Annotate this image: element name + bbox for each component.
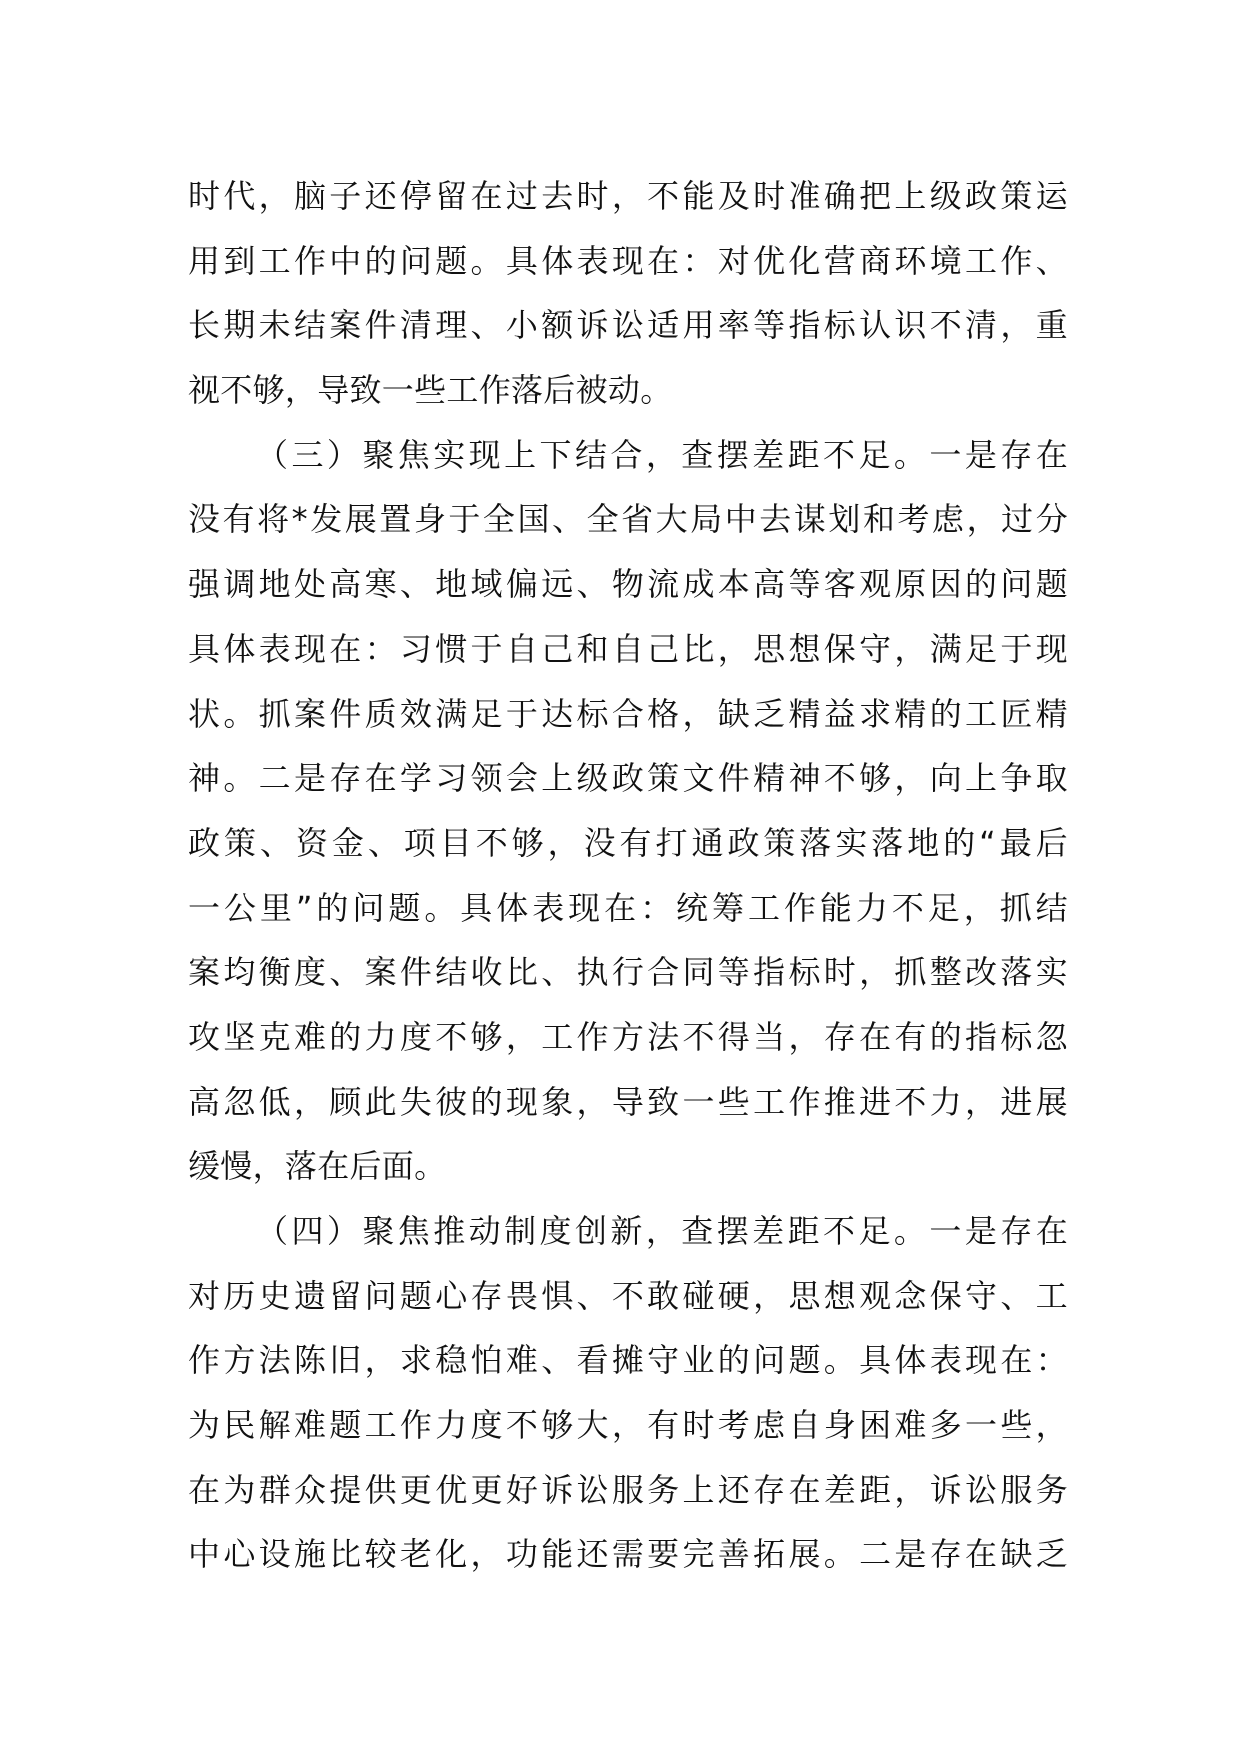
text-line: 强调地处高寒、地域偏远、物流成本高等客观原因的问题	[188, 565, 1068, 604]
text-line: 缓慢，落在后面。	[188, 1147, 447, 1186]
text-line: 长期未结案件清理、小额诉讼适用率等指标认识不清，重	[188, 306, 1068, 345]
text-line: 案均衡度、案件结收比、执行合同等指标时，抓整改落实	[188, 953, 1068, 992]
paragraph-section-4	[188, 1199, 1068, 1587]
text-line: 中心设施比较老化，功能还需要完善拓展。二是存在缺乏	[188, 1535, 1068, 1574]
body-text	[188, 164, 1068, 1587]
text-line: 一公里”的问题。具体表现在：统筹工作能力不足，抓结	[188, 888, 1068, 927]
text-line: 为民解难题工作力度不够大，有时考虑自身困难多一些，	[188, 1406, 1068, 1445]
text-line: 没有将*发展置身于全国、全省大局中去谋划和考虑，过分	[188, 500, 1068, 539]
section-heading-line: （四）聚焦推动制度创新，查摆差距不足。一是存在	[256, 1212, 1068, 1250]
text-line: 时代，脑子还停留在过去时，不能及时准确把上级政策运	[188, 177, 1068, 215]
paragraph-continuation	[188, 164, 1068, 423]
text-line: 状。抓案件质效满足于达标合格，缺乏精益求精的工匠精	[188, 694, 1068, 733]
text-line: 视不够，导致一些工作落后被动。	[188, 371, 673, 410]
text-line: 政策、资金、项目不够，没有打通政策落实落地的“最后	[188, 823, 1068, 862]
text-line: 高忽低，顾此失彼的现象，导致一些工作推进不力，进展	[188, 1082, 1068, 1121]
section-heading-line: （三）聚焦实现上下结合，查摆差距不足。一是存在	[256, 435, 1068, 474]
text-line: 具体表现在：习惯于自己和自己比，思想保守，满足于现	[188, 629, 1068, 668]
text-line: 攻坚克难的力度不够，工作方法不得当，存在有的指标忽	[188, 1017, 1068, 1056]
text-line: 在为群众提供更优更好诉讼服务上还存在差距，诉讼服务	[188, 1470, 1068, 1509]
text-line: 对历史遗留问题心存畏惧、不敢碰硬，思想观念保守、工	[188, 1276, 1068, 1315]
text-line: 神。二是存在学习领会上级政策文件精神不够，向上争取	[188, 759, 1068, 798]
paragraph-section-3	[188, 423, 1068, 1199]
text-line: 作方法陈旧，求稳怕难、看摊守业的问题。具体表现在：	[188, 1341, 1068, 1380]
text-line: 用到工作中的问题。具体表现在：对优化营商环境工作、	[188, 241, 1068, 280]
